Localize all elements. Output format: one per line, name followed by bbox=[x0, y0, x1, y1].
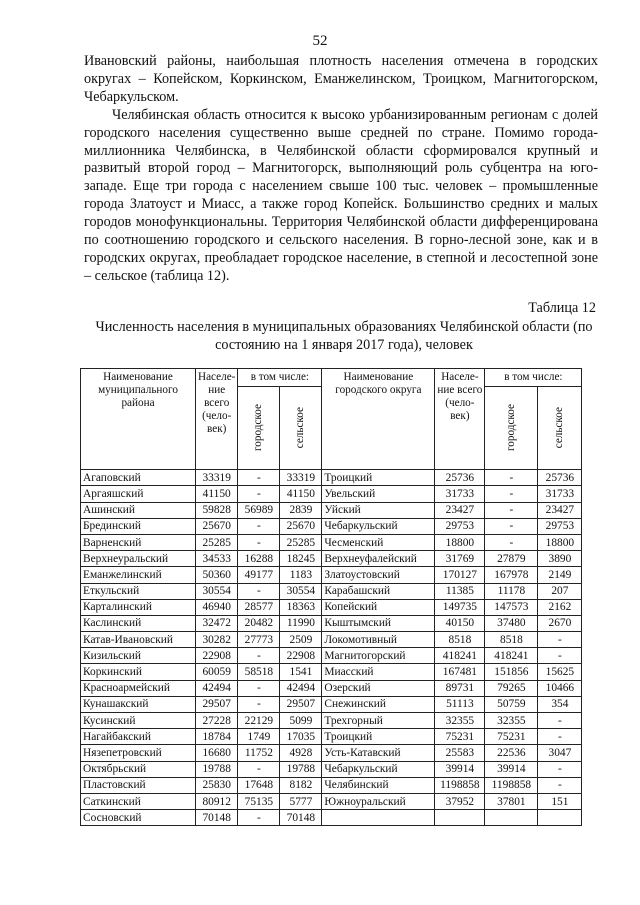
population-total-cell: 60059 bbox=[196, 664, 238, 680]
okrug-name-cell: Троицкий bbox=[322, 729, 435, 745]
okrug-urban-cell: 79265 bbox=[485, 680, 538, 696]
okrug-urban-cell: 8518 bbox=[485, 632, 538, 648]
population-total-cell: 70148 bbox=[196, 810, 238, 826]
rural-cell: 2839 bbox=[280, 502, 322, 518]
okrug-urban-cell: 167978 bbox=[485, 567, 538, 583]
okrug-population-total-cell: 31733 bbox=[435, 486, 485, 502]
rural-cell: 25285 bbox=[280, 534, 322, 550]
table-row bbox=[81, 696, 582, 712]
population-total-cell: 59828 bbox=[196, 502, 238, 518]
page-number: 52 bbox=[312, 33, 328, 49]
okrug-urban-cell: - bbox=[485, 534, 538, 550]
okrug-population-total-cell: 25583 bbox=[435, 745, 485, 761]
table-label: Таблица 12 bbox=[528, 300, 596, 316]
header-urban-2: городское bbox=[485, 387, 538, 470]
okrug-urban-cell: - bbox=[485, 470, 538, 486]
table-row bbox=[81, 745, 582, 761]
okrug-urban-cell bbox=[485, 810, 538, 826]
okrug-rural-cell: - bbox=[538, 632, 582, 648]
okrug-rural-cell bbox=[538, 810, 582, 826]
rural-cell: 41150 bbox=[280, 486, 322, 502]
district-name-cell: Карталинский bbox=[81, 599, 196, 615]
okrug-rural-cell: 207 bbox=[538, 583, 582, 599]
okrug-population-total-cell: 149735 bbox=[435, 599, 485, 615]
okrug-urban-cell: - bbox=[485, 518, 538, 534]
okrug-rural-cell: 25736 bbox=[538, 470, 582, 486]
okrug-rural-cell: 151 bbox=[538, 793, 582, 809]
table-row bbox=[81, 713, 582, 729]
population-total-cell: 29507 bbox=[196, 696, 238, 712]
district-name-cell: Саткинский bbox=[81, 793, 196, 809]
rural-cell: 19788 bbox=[280, 761, 322, 777]
table-row bbox=[81, 470, 582, 486]
okrug-population-total-cell: 89731 bbox=[435, 680, 485, 696]
district-name-cell: Коркинский bbox=[81, 664, 196, 680]
rural-cell: 22908 bbox=[280, 648, 322, 664]
district-name-cell: Брединский bbox=[81, 518, 196, 534]
table-row bbox=[81, 793, 582, 809]
okrug-rural-cell: 29753 bbox=[538, 518, 582, 534]
population-total-cell: 46940 bbox=[196, 599, 238, 615]
okrug-rural-cell: 18800 bbox=[538, 534, 582, 550]
district-name-cell: Варненский bbox=[81, 534, 196, 550]
population-total-cell: 30554 bbox=[196, 583, 238, 599]
table-row bbox=[81, 599, 582, 615]
district-name-cell: Нагайбакский bbox=[81, 729, 196, 745]
okrug-rural-cell: - bbox=[538, 648, 582, 664]
urban-cell: 16288 bbox=[238, 551, 280, 567]
district-name-cell: Ашинский bbox=[81, 502, 196, 518]
okrug-rural-cell: 354 bbox=[538, 696, 582, 712]
okrug-urban-cell: 39914 bbox=[485, 761, 538, 777]
okrug-urban-cell: 11178 bbox=[485, 583, 538, 599]
population-total-cell: 33319 bbox=[196, 470, 238, 486]
urban-cell: 20482 bbox=[238, 615, 280, 631]
district-name-cell: Красноармейский bbox=[81, 680, 196, 696]
urban-cell: 28577 bbox=[238, 599, 280, 615]
paragraph-1: Ивановский районы, наибольшая плотность населения отмечена в городских округах – Копейском, Коркинском, Еманжелинском, Троицком, Магнитогорском, Чебаркульском. bbox=[84, 53, 598, 105]
population-total-cell: 25830 bbox=[196, 777, 238, 793]
rural-cell: 18363 bbox=[280, 599, 322, 615]
district-name-cell: Кусинский bbox=[81, 713, 196, 729]
header-including: в том числе: bbox=[238, 369, 322, 387]
okrug-urban-cell: 147573 bbox=[485, 599, 538, 615]
okrug-urban-cell: 1198858 bbox=[485, 777, 538, 793]
table-title: Численность населения в муниципальных образованиях Челябинской области (по состоянию на 1 января 2017 года), человек bbox=[95, 319, 593, 353]
rural-cell: 18245 bbox=[280, 551, 322, 567]
table-row bbox=[81, 502, 582, 518]
okrug-name-cell: Миасский bbox=[322, 664, 435, 680]
okrug-population-total-cell: 37952 bbox=[435, 793, 485, 809]
okrug-urban-cell: 75231 bbox=[485, 729, 538, 745]
okrug-population-total-cell: 51113 bbox=[435, 696, 485, 712]
table-row bbox=[81, 583, 582, 599]
rural-cell: 33319 bbox=[280, 470, 322, 486]
okrug-rural-cell: - bbox=[538, 729, 582, 745]
okrug-name-cell: Южноуральский bbox=[322, 793, 435, 809]
okrug-urban-cell: 32355 bbox=[485, 713, 538, 729]
header-district-name: Наименование муниципального района bbox=[81, 369, 196, 470]
urban-cell: - bbox=[238, 810, 280, 826]
okrug-urban-cell: 50759 bbox=[485, 696, 538, 712]
okrug-urban-cell: - bbox=[485, 486, 538, 502]
rural-cell: 11990 bbox=[280, 615, 322, 631]
okrug-name-cell: Кыштымский bbox=[322, 615, 435, 631]
okrug-name-cell: Троицкий bbox=[322, 470, 435, 486]
urban-cell: - bbox=[238, 648, 280, 664]
table-row bbox=[81, 648, 582, 664]
okrug-name-cell: Челябинский bbox=[322, 777, 435, 793]
rural-cell: 17035 bbox=[280, 729, 322, 745]
okrug-name-cell: Карабашский bbox=[322, 583, 435, 599]
district-name-cell: Кунашакский bbox=[81, 696, 196, 712]
header-urban: городское bbox=[238, 387, 280, 470]
population-table bbox=[80, 368, 582, 826]
district-name-cell: Пластовский bbox=[81, 777, 196, 793]
rural-cell: 30554 bbox=[280, 583, 322, 599]
okrug-name-cell: Златоустовский bbox=[322, 567, 435, 583]
population-total-cell: 25670 bbox=[196, 518, 238, 534]
table-row bbox=[81, 518, 582, 534]
urban-cell: - bbox=[238, 518, 280, 534]
district-name-cell: Аргаяшский bbox=[81, 486, 196, 502]
table-row bbox=[81, 551, 582, 567]
okrug-rural-cell: - bbox=[538, 761, 582, 777]
okrug-urban-cell: 418241 bbox=[485, 648, 538, 664]
rural-cell: 4928 bbox=[280, 745, 322, 761]
population-total-cell: 30282 bbox=[196, 632, 238, 648]
population-total-cell: 25285 bbox=[196, 534, 238, 550]
okrug-name-cell: Чебаркульский bbox=[322, 518, 435, 534]
table-row bbox=[81, 777, 582, 793]
okrug-rural-cell: 2670 bbox=[538, 615, 582, 631]
table-row bbox=[81, 567, 582, 583]
district-name-cell: Кизильский bbox=[81, 648, 196, 664]
district-name-cell: Каслинский bbox=[81, 615, 196, 631]
table-header-row bbox=[81, 369, 582, 387]
rural-cell: 70148 bbox=[280, 810, 322, 826]
okrug-rural-cell: 2162 bbox=[538, 599, 582, 615]
table-row bbox=[81, 534, 582, 550]
population-total-cell: 22908 bbox=[196, 648, 238, 664]
okrug-population-total-cell: 170127 bbox=[435, 567, 485, 583]
okrug-urban-cell: 151856 bbox=[485, 664, 538, 680]
okrug-population-total-cell: 29753 bbox=[435, 518, 485, 534]
urban-cell: - bbox=[238, 486, 280, 502]
paragraph-2: Челябинская область относится к высоко урбанизированным регионам с долей городского населения существенно выше средней по стране. Помимо города-миллионника Челябинска, в Челябинской области сформировался крупный и развитый второй город – Магнитогорск, выполняющий роль субцентра на юго-западе. Еще три города с населением свыше 100 тыс. человек – промышленные города Златоуст и Миасс, а также город Копейск. Большинство средних и малых городов монофункциональны. Территория Челябинской области дифференцирована по соотношению городского и сельского населения. В горно-лесной зоне, как и в городских округах, преобладает городское население, в степной и лесостепной зоне – сельское (таблица 12). bbox=[84, 106, 598, 284]
okrug-population-total-cell: 25736 bbox=[435, 470, 485, 486]
table-row bbox=[81, 680, 582, 696]
okrug-population-total-cell: 167481 bbox=[435, 664, 485, 680]
table-row bbox=[81, 761, 582, 777]
population-total-cell: 42494 bbox=[196, 680, 238, 696]
table-row bbox=[81, 810, 582, 826]
population-total-cell: 34533 bbox=[196, 551, 238, 567]
urban-cell: 11752 bbox=[238, 745, 280, 761]
okrug-name-cell bbox=[322, 810, 435, 826]
population-total-cell: 19788 bbox=[196, 761, 238, 777]
district-name-cell: Верхнеуральский bbox=[81, 551, 196, 567]
header-rural-2: сельское bbox=[538, 387, 582, 470]
header-okrug-name: Наименование городского округа bbox=[322, 369, 435, 470]
urban-cell: - bbox=[238, 470, 280, 486]
district-name-cell: Нязепетровский bbox=[81, 745, 196, 761]
okrug-name-cell: Снежинский bbox=[322, 696, 435, 712]
urban-cell: 22129 bbox=[238, 713, 280, 729]
okrug-urban-cell: 22536 bbox=[485, 745, 538, 761]
okrug-name-cell: Верхнеуфалейский bbox=[322, 551, 435, 567]
okrug-population-total-cell: 11385 bbox=[435, 583, 485, 599]
okrug-name-cell: Магнитогорский bbox=[322, 648, 435, 664]
okrug-rural-cell: 3890 bbox=[538, 551, 582, 567]
okrug-name-cell: Копейский bbox=[322, 599, 435, 615]
district-name-cell: Еманжелинский bbox=[81, 567, 196, 583]
urban-cell: - bbox=[238, 534, 280, 550]
okrug-rural-cell: 3047 bbox=[538, 745, 582, 761]
okrug-name-cell: Озерский bbox=[322, 680, 435, 696]
okrug-name-cell: Чесменский bbox=[322, 534, 435, 550]
header-population-total: Населе-ние всего (чело-век) bbox=[196, 369, 238, 470]
okrug-population-total-cell: 418241 bbox=[435, 648, 485, 664]
population-total-cell: 80912 bbox=[196, 793, 238, 809]
okrug-name-cell: Уйский bbox=[322, 502, 435, 518]
rural-cell: 5099 bbox=[280, 713, 322, 729]
okrug-population-total-cell: 39914 bbox=[435, 761, 485, 777]
table-row bbox=[81, 615, 582, 631]
population-total-cell: 16680 bbox=[196, 745, 238, 761]
urban-cell: 49177 bbox=[238, 567, 280, 583]
urban-cell: 58518 bbox=[238, 664, 280, 680]
district-name-cell: Еткульский bbox=[81, 583, 196, 599]
header-including-2: в том числе: bbox=[485, 369, 582, 387]
okrug-population-total-cell: 75231 bbox=[435, 729, 485, 745]
rural-cell: 42494 bbox=[280, 680, 322, 696]
urban-cell: 56989 bbox=[238, 502, 280, 518]
district-name-cell: Октябрьский bbox=[81, 761, 196, 777]
okrug-name-cell: Увельский bbox=[322, 486, 435, 502]
population-total-cell: 18784 bbox=[196, 729, 238, 745]
okrug-name-cell: Локомотивный bbox=[322, 632, 435, 648]
okrug-population-total-cell: 31769 bbox=[435, 551, 485, 567]
okrug-name-cell: Усть-Катавский bbox=[322, 745, 435, 761]
urban-cell: 1749 bbox=[238, 729, 280, 745]
district-name-cell: Сосновский bbox=[81, 810, 196, 826]
district-name-cell: Катав-Ивановский bbox=[81, 632, 196, 648]
okrug-rural-cell: - bbox=[538, 777, 582, 793]
table-row bbox=[81, 486, 582, 502]
okrug-population-total-cell: 8518 bbox=[435, 632, 485, 648]
population-total-cell: 50360 bbox=[196, 567, 238, 583]
okrug-population-total-cell: 18800 bbox=[435, 534, 485, 550]
rural-cell: 1541 bbox=[280, 664, 322, 680]
urban-cell: - bbox=[238, 583, 280, 599]
rural-cell: 8182 bbox=[280, 777, 322, 793]
rural-cell: 5777 bbox=[280, 793, 322, 809]
okrug-population-total-cell: 1198858 bbox=[435, 777, 485, 793]
okrug-urban-cell: 37801 bbox=[485, 793, 538, 809]
urban-cell: 75135 bbox=[238, 793, 280, 809]
okrug-name-cell: Трехгорный bbox=[322, 713, 435, 729]
okrug-rural-cell: 10466 bbox=[538, 680, 582, 696]
okrug-population-total-cell: 40150 bbox=[435, 615, 485, 631]
okrug-urban-cell: - bbox=[485, 502, 538, 518]
okrug-urban-cell: 27879 bbox=[485, 551, 538, 567]
table-row bbox=[81, 729, 582, 745]
district-name-cell: Агаповский bbox=[81, 470, 196, 486]
okrug-rural-cell: 15625 bbox=[538, 664, 582, 680]
okrug-population-total-cell: 23427 bbox=[435, 502, 485, 518]
population-total-cell: 41150 bbox=[196, 486, 238, 502]
body-text bbox=[84, 53, 598, 286]
urban-cell: - bbox=[238, 696, 280, 712]
okrug-population-total-cell bbox=[435, 810, 485, 826]
rural-cell: 29507 bbox=[280, 696, 322, 712]
urban-cell: 27773 bbox=[238, 632, 280, 648]
urban-cell: - bbox=[238, 761, 280, 777]
okrug-urban-cell: 37480 bbox=[485, 615, 538, 631]
urban-cell: 17648 bbox=[238, 777, 280, 793]
okrug-population-total-cell: 32355 bbox=[435, 713, 485, 729]
population-total-cell: 32472 bbox=[196, 615, 238, 631]
header-population-total-2: Населе-ние всего (чело-век) bbox=[435, 369, 485, 470]
rural-cell: 2509 bbox=[280, 632, 322, 648]
table-row bbox=[81, 632, 582, 648]
okrug-rural-cell: 2149 bbox=[538, 567, 582, 583]
rural-cell: 25670 bbox=[280, 518, 322, 534]
table-row bbox=[81, 664, 582, 680]
okrug-rural-cell: 23427 bbox=[538, 502, 582, 518]
rural-cell: 1183 bbox=[280, 567, 322, 583]
population-total-cell: 27228 bbox=[196, 713, 238, 729]
okrug-name-cell: Чебаркульский bbox=[322, 761, 435, 777]
okrug-rural-cell: - bbox=[538, 713, 582, 729]
header-rural: сельское bbox=[280, 387, 322, 470]
okrug-rural-cell: 31733 bbox=[538, 486, 582, 502]
urban-cell: - bbox=[238, 680, 280, 696]
